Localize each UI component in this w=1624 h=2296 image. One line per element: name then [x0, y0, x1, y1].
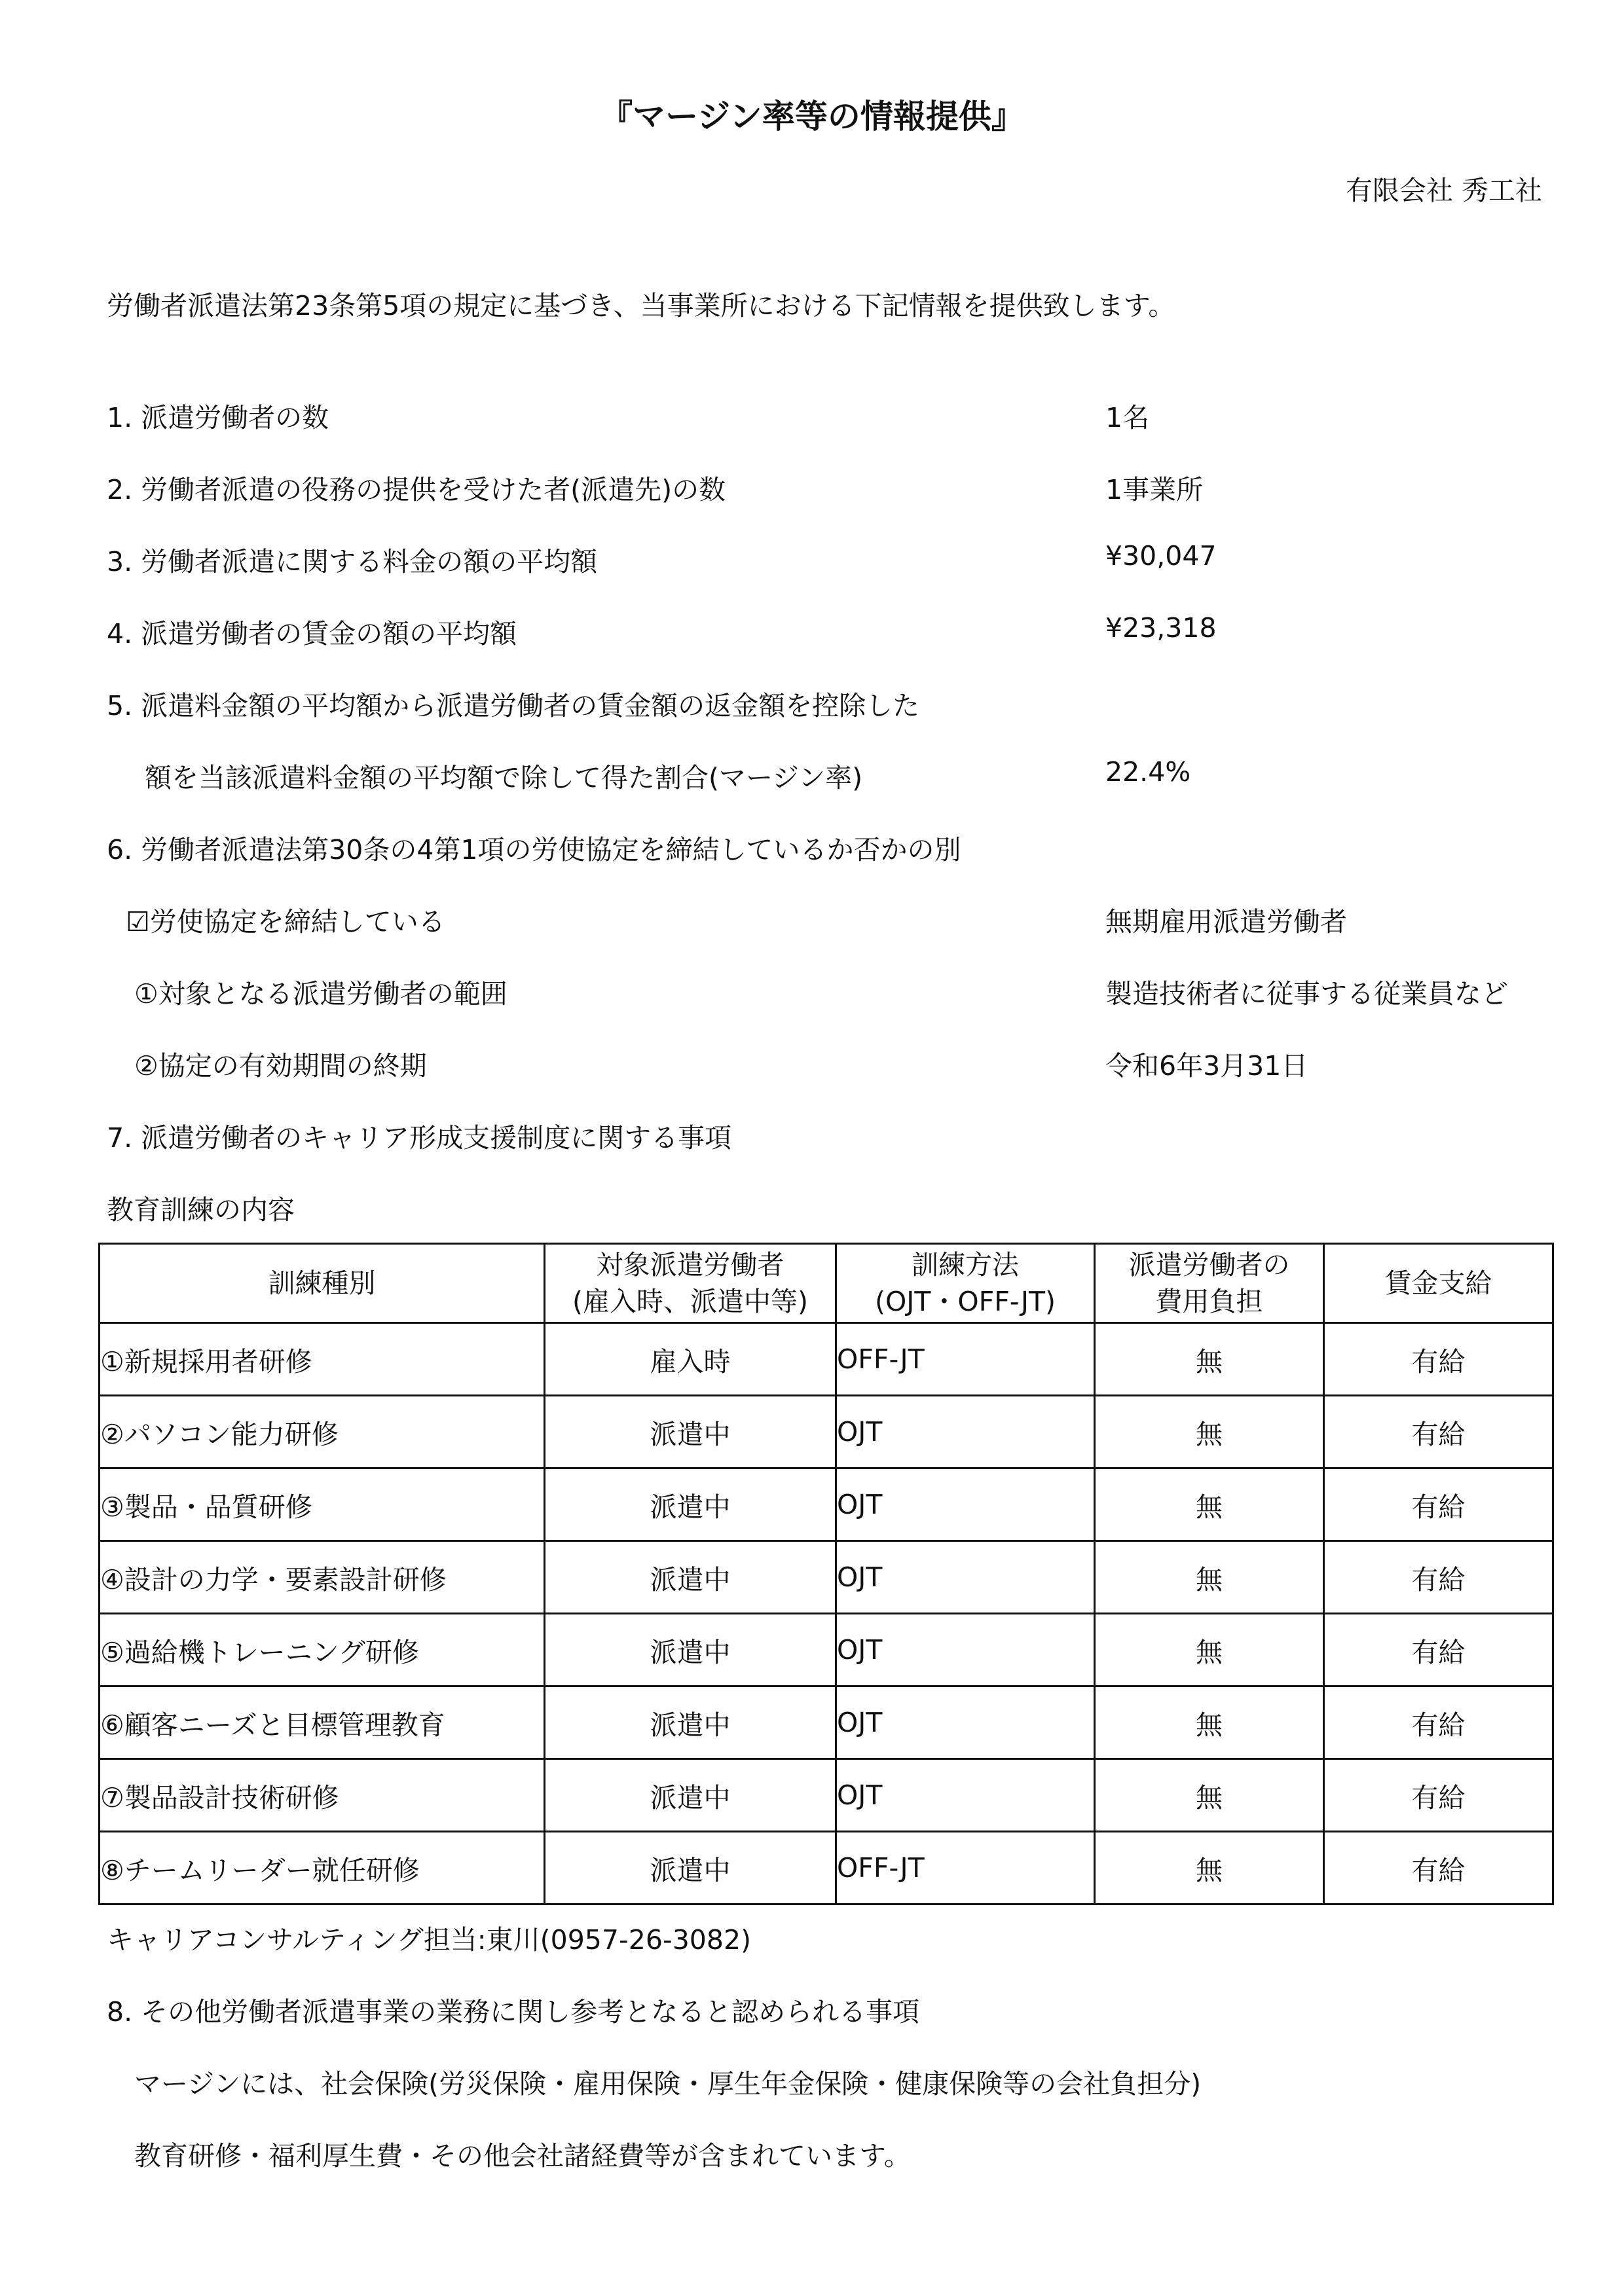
cell-target: 派遣中	[545, 1832, 836, 1904]
item-label: ②協定の有効期間の終期	[134, 1050, 427, 1082]
item-label: 7. 派遣労働者のキャリア形成支援制度に関する事項	[107, 1122, 732, 1154]
cell-method: OJT	[836, 1468, 1095, 1541]
company-name: 有限会社 秀工社	[1345, 175, 1542, 206]
cell-cost: 無	[1095, 1323, 1324, 1396]
cell-target: 派遣中	[545, 1396, 836, 1468]
page-title: 『マージン率等の情報提供』	[600, 98, 1024, 136]
cell-cost: 無	[1095, 1759, 1324, 1832]
cell-cost: 無	[1095, 1541, 1324, 1614]
table-row	[100, 1832, 1553, 1904]
item-label: 3. 労働者派遣に関する料金の額の平均額	[107, 546, 598, 577]
cell-training-type: ⑦製品設計技術研修	[100, 1759, 545, 1832]
cell-training-type: ④設計の力学・要素設計研修	[100, 1541, 545, 1614]
consultant-contact: キャリアコンサルティング担当:東川(0957-26-3082)	[107, 1924, 752, 1956]
training-table	[98, 1243, 1554, 1905]
cell-wage: 有給	[1324, 1396, 1553, 1468]
item-value: 製造技術者に従事する従業員など	[1105, 978, 1508, 1010]
cell-training-type: ⑤過給機トレーニング研修	[100, 1614, 545, 1686]
training-heading: 教育訓練の内容	[107, 1194, 295, 1226]
table-row	[100, 1396, 1553, 1468]
cell-wage: 有給	[1324, 1832, 1553, 1904]
table-row	[100, 1323, 1553, 1396]
cell-target: 雇入時	[545, 1323, 836, 1396]
intro-text: 労働者派遣法第23条第5項の規定に基づき、当事業所における下記情報を提供致します。	[107, 290, 1175, 321]
cell-target: 派遣中	[545, 1541, 836, 1614]
item-label: ①対象となる派遣労働者の範囲	[134, 978, 507, 1010]
cell-cost: 無	[1095, 1614, 1324, 1686]
cell-wage: 有給	[1324, 1468, 1553, 1541]
cell-target: 派遣中	[545, 1759, 836, 1832]
note-line: 教育研修・福利厚生費・その他会社諸経費等が含まれています。	[134, 2140, 911, 2172]
table-row	[100, 1468, 1553, 1541]
cell-cost: 無	[1095, 1396, 1324, 1468]
item-label: 6. 労働者派遣法第30条の4第1項の労使協定を締結しているか否かの別	[107, 834, 961, 866]
cell-cost: 無	[1095, 1686, 1324, 1759]
cell-wage: 有給	[1324, 1759, 1553, 1832]
header-training-method: 訓練方法 (OJT・OFF-JT)	[836, 1244, 1095, 1323]
cell-target: 派遣中	[545, 1686, 836, 1759]
cell-training-type: ②パソコン能力研修	[100, 1396, 545, 1468]
cell-wage: 有給	[1324, 1323, 1553, 1396]
item-value: 無期雇用派遣労働者	[1105, 906, 1347, 938]
cell-cost: 無	[1095, 1832, 1324, 1904]
cell-method: OJT	[836, 1541, 1095, 1614]
header-cost-burden: 派遣労働者の 費用負担	[1095, 1244, 1324, 1323]
cell-training-type: ①新規採用者研修	[100, 1323, 545, 1396]
cell-target: 派遣中	[545, 1468, 836, 1541]
item-8-label: 8. その他労働者派遣事業の業務に関し参考となると認められる事項	[107, 1996, 920, 2028]
item-value: ¥23,318	[1105, 612, 1217, 644]
cell-wage: 有給	[1324, 1541, 1553, 1614]
cell-cost: 無	[1095, 1468, 1324, 1541]
cell-training-type: ⑥顧客ニーズと目標管理教育	[100, 1686, 545, 1759]
cell-method: OJT	[836, 1614, 1095, 1686]
note-line: マージンには、社会保険(労災保険・雇用保険・厚生年金保険・健康保険等の会社負担分)	[134, 2068, 1202, 2100]
item-value: 令和6年3月31日	[1105, 1050, 1308, 1082]
cell-method: OFF-JT	[836, 1832, 1095, 1904]
item-label: 5. 派遣料金額の平均額から派遣労働者の賃金額の返金額を控除した	[107, 690, 920, 721]
header-target-workers: 対象派遣労働者 (雇入時、派遣中等)	[545, 1244, 836, 1323]
cell-method: OFF-JT	[836, 1323, 1095, 1396]
header-wage-payment: 賃金支給	[1324, 1244, 1553, 1323]
table-row	[100, 1614, 1553, 1686]
table-header-row	[100, 1244, 1553, 1323]
item-label: 1. 派遣労働者の数	[107, 402, 329, 433]
cell-training-type: ③製品・品質研修	[100, 1468, 545, 1541]
cell-wage: 有給	[1324, 1614, 1553, 1686]
cell-target: 派遣中	[545, 1614, 836, 1686]
item-label: 4. 派遣労働者の賃金の額の平均額	[107, 618, 517, 649]
header-training-type: 訓練種別	[100, 1244, 545, 1323]
cell-method: OJT	[836, 1686, 1095, 1759]
item-label: ☑労使協定を締結している	[126, 906, 445, 938]
item-value: 1名	[1105, 402, 1150, 433]
item-value: 1事業所	[1105, 474, 1204, 505]
table-row	[100, 1541, 1553, 1614]
item-value: 22.4%	[1105, 756, 1191, 788]
cell-method: OJT	[836, 1759, 1095, 1832]
cell-method: OJT	[836, 1396, 1095, 1468]
table-row	[100, 1759, 1553, 1832]
cell-wage: 有給	[1324, 1686, 1553, 1759]
item-label: 額を当該派遣料金額の平均額で除して得た割合(マージン率)	[145, 762, 863, 793]
item-value: ¥30,047	[1105, 540, 1217, 572]
table-row	[100, 1686, 1553, 1759]
item-label: 2. 労働者派遣の役務の提供を受けた者(派遣先)の数	[107, 474, 726, 505]
cell-training-type: ⑧チームリーダー就任研修	[100, 1832, 545, 1904]
